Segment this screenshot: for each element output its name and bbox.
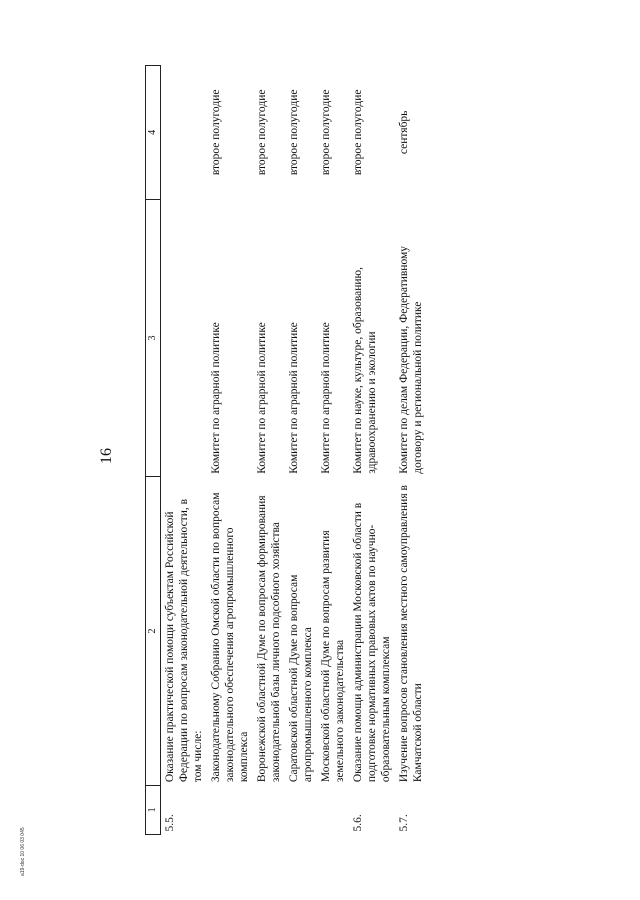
table-row [161, 66, 208, 835]
item-number [285, 785, 317, 834]
table-row [395, 66, 427, 835]
item-number [317, 785, 349, 834]
item-text: Изучение вопросов становления местного самоуправления в Камчатской области [398, 485, 424, 783]
item-number: 5.6. [352, 814, 364, 832]
item-text: Саратовской областной Думе по вопросам агропромышленного комплекса [288, 574, 314, 783]
item-text: Оказание помощи администрации Московской области в подготовке нормативных правовых актов по научно-образовательным комплексам [352, 502, 392, 783]
header-col-4: 4 [146, 66, 161, 200]
item-period: второе полугодие [210, 89, 222, 176]
header-col-2: 2 [146, 477, 161, 785]
table-row [253, 66, 285, 835]
item-number [207, 785, 253, 834]
page-number: 16 [98, 448, 115, 464]
item-period: второе полугодие [320, 89, 332, 176]
document-page [70, 40, 570, 860]
item-committee: Комитет по аграрной политике [210, 322, 222, 474]
item-period: второе полугодие [352, 89, 364, 176]
item-text: Московской областной Думе по вопросам развития земельного законодательства [320, 530, 346, 783]
item-number: 5.5. [164, 814, 176, 832]
footer-code: а19-doc 10 06 03 045 [20, 827, 26, 876]
item-committee: Комитет по науке, культуре, образованию, здравоохранению и экологии [352, 267, 378, 474]
plan-table [145, 65, 427, 835]
item-committee: Комитет по аграрной политике [256, 322, 268, 474]
item-period: второе полугодие [288, 89, 300, 176]
item-text: Законодательному Собранию Омской области по вопросам законодательного обеспечения агропромышленного комплекса [210, 492, 250, 783]
item-committee: Комитет по делам Федерации, Федеративному договору и региональной политике [398, 245, 424, 474]
table-row [285, 66, 317, 835]
item-number [253, 785, 285, 834]
table-row [349, 66, 395, 835]
header-col-3: 3 [146, 199, 161, 477]
table-header-row [146, 66, 161, 835]
item-period [161, 66, 208, 200]
table-row [207, 66, 253, 835]
header-col-1: 1 [146, 785, 161, 834]
item-text: Воронежской областной Думе по вопросам формирования законодательной базы личного подсобного хозяйства [256, 495, 282, 783]
item-number: 5.7. [398, 814, 410, 832]
item-committee: Комитет по аграрной политике [320, 322, 332, 474]
item-text: Оказание практической помощи субъектам Российской Федерации по вопросам законодательной деятельности, в том числе: [164, 498, 204, 783]
item-period: второе полугодие [256, 89, 268, 176]
item-committee [161, 199, 208, 477]
item-period: сентябрь [398, 110, 410, 155]
table-row [317, 66, 349, 835]
item-committee: Комитет по аграрной политике [288, 322, 300, 474]
